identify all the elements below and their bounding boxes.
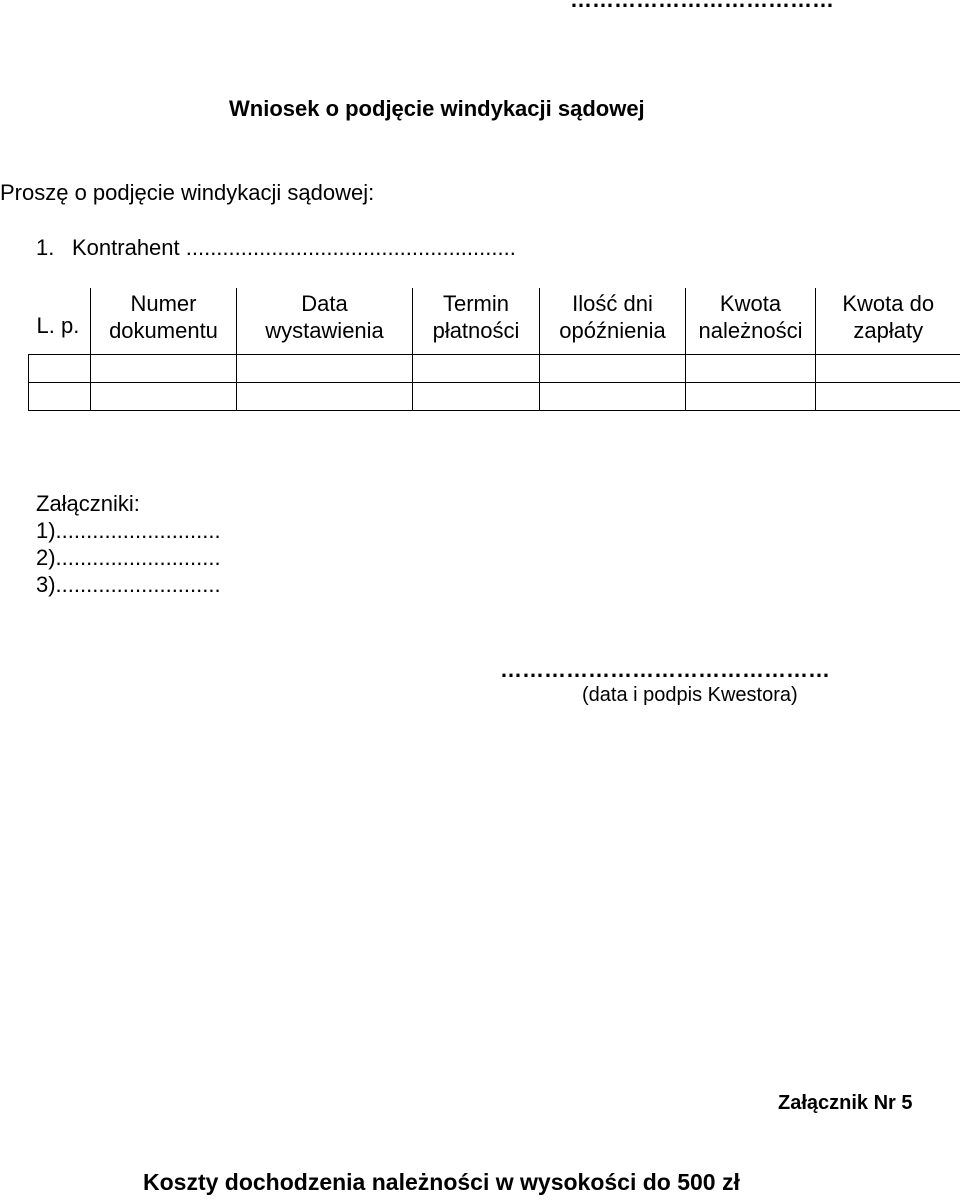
column-header-payment-due: Termin płatności xyxy=(413,288,540,355)
table-cell[interactable] xyxy=(413,383,540,411)
table-cell[interactable] xyxy=(237,383,413,411)
column-header-amount-to-pay: Kwota do zapłaty xyxy=(816,288,960,355)
column-header-issue-date: Data wystawienia xyxy=(237,288,413,355)
table-cell[interactable] xyxy=(29,355,91,383)
document-title: Wniosek o podjęcie windykacji sądowej xyxy=(229,96,645,121)
table-cell[interactable] xyxy=(686,383,816,411)
annex-number: Załącznik Nr 5 xyxy=(778,1092,913,1114)
attachment-item-2: 2)........................... xyxy=(36,545,221,570)
column-header-document-number: Numer dokumentu xyxy=(91,288,237,355)
contractor-number: 1. xyxy=(36,235,55,260)
table-row xyxy=(29,355,960,383)
contractor-line xyxy=(36,235,516,261)
table-header-row xyxy=(29,288,960,355)
table-cell[interactable] xyxy=(686,355,816,383)
table-cell[interactable] xyxy=(540,355,686,383)
top-dotted-line xyxy=(570,0,834,13)
table-cell[interactable] xyxy=(540,383,686,411)
annex-title: Koszty dochodzenia należności w wysokości do 500 zł xyxy=(143,1169,740,1195)
column-header-lp: L. p. xyxy=(29,288,91,355)
contractor-label: Kontrahent ...................................................... xyxy=(72,235,516,260)
table-cell[interactable] xyxy=(91,383,237,411)
table-cell[interactable] xyxy=(91,355,237,383)
signature-caption: (data i podpis Kwestora) xyxy=(582,684,798,706)
column-header-amount-due: Kwota należności xyxy=(686,288,816,355)
table-cell[interactable] xyxy=(237,355,413,383)
table-cell[interactable] xyxy=(413,355,540,383)
table-cell[interactable] xyxy=(816,383,960,411)
signature-dotted-line: ……………………………………… xyxy=(500,657,830,682)
debt-table xyxy=(28,288,960,411)
table-cell[interactable] xyxy=(29,383,91,411)
attachment-item-1: 1)........................... xyxy=(36,518,221,543)
column-header-days-overdue: Ilość dni opóźnienia xyxy=(540,288,686,355)
request-intro-text: Proszę o podjęcie windykacji sądowej: xyxy=(0,180,375,205)
table-row xyxy=(29,383,960,411)
attachment-item-3: 3)........................... xyxy=(36,572,221,597)
table-cell[interactable] xyxy=(816,355,960,383)
attachments-heading: Załączniki: xyxy=(36,491,140,516)
attachments-section xyxy=(36,490,221,598)
